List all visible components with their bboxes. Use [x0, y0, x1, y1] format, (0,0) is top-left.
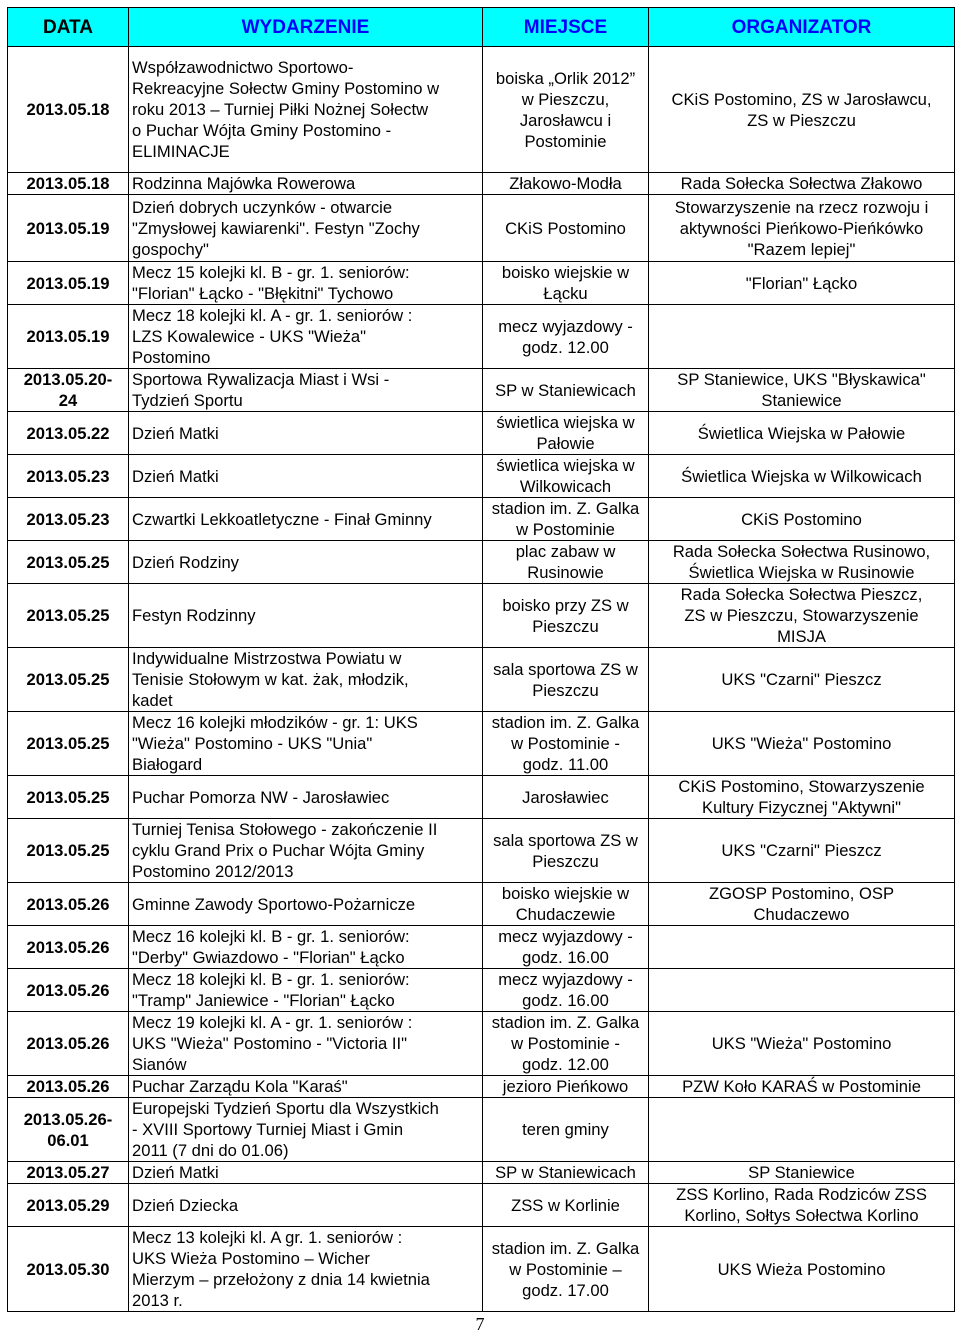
table-row: [8, 1012, 955, 1076]
cell-event: Puchar Zarządu Kola "Karaś": [129, 1076, 483, 1098]
cell-organizer: Rada Sołecka Sołectwa Pieszcz, ZS w Pieszczu, Stowarzyszenie MISJA: [649, 584, 955, 648]
cell-event: Turniej Tenisa Stołowego - zakończenie II cyklu Grand Prix o Puchar Wójta Gminy Postomino 2012/2013: [129, 819, 483, 883]
cell-organizer: SP Staniewice, UKS "Błyskawica" Staniewice: [649, 369, 955, 412]
cell-date: 2013.05.23: [8, 498, 129, 541]
cell-event: Dzień Matki: [129, 1162, 483, 1184]
cell-organizer: Rada Sołecka Sołectwa Złakowo: [649, 173, 955, 195]
cell-event: Mecz 13 kolejki kl. A gr. 1. seniorów : UKS Wieża Postomino – Wicher Mierzym – przełożony z dnia 14 kwietnia 2013 r.: [129, 1227, 483, 1312]
table-row: [8, 541, 955, 584]
cell-date: 2013.05.19: [8, 305, 129, 369]
cell-organizer: CKiS Postomino: [649, 498, 955, 541]
cell-place: boiska „Orlik 2012” w Pieszczu, Jarosławcu i Postominie: [483, 47, 649, 173]
cell-organizer: ZSS Korlino, Rada Rodziców ZSS Korlino, Sołtys Sołectwa Korlino: [649, 1184, 955, 1227]
cell-event: Dzień Dziecka: [129, 1184, 483, 1227]
cell-organizer: PZW Koło KARAŚ w Postominie: [649, 1076, 955, 1098]
header-organizer: ORGANIZATOR: [649, 8, 955, 47]
cell-date: 2013.05.29: [8, 1184, 129, 1227]
table-row: [8, 47, 955, 173]
table-row: [8, 369, 955, 412]
cell-organizer: Świetlica Wiejska w Wilkowicach: [649, 455, 955, 498]
cell-place: stadion im. Z. Galka w Postominie: [483, 498, 649, 541]
table-row: [8, 883, 955, 926]
cell-organizer: [649, 926, 955, 969]
cell-event: Puchar Pomorza NW - Jarosławiec: [129, 776, 483, 819]
header-place: MIEJSCE: [483, 8, 649, 47]
cell-place: mecz wyjazdowy - godz. 16.00: [483, 926, 649, 969]
cell-date: 2013.05.26: [8, 1076, 129, 1098]
cell-event: Mecz 15 kolejki kl. B - gr. 1. seniorów: "Florian" Łącko - "Błękitni" Tychowo: [129, 262, 483, 305]
cell-place: teren gminy: [483, 1098, 649, 1162]
cell-organizer: ZGOSP Postomino, OSP Chudaczewo: [649, 883, 955, 926]
cell-place: Złakowo-Modła: [483, 173, 649, 195]
cell-event: Dzień Matki: [129, 412, 483, 455]
cell-place: stadion im. Z. Galka w Postominie - godz. 11.00: [483, 712, 649, 776]
cell-place: sala sportowa ZS w Pieszczu: [483, 648, 649, 712]
cell-date: 2013.05.22: [8, 412, 129, 455]
cell-organizer: [649, 305, 955, 369]
cell-date: 2013.05.19: [8, 262, 129, 305]
cell-place: SP w Staniewicach: [483, 369, 649, 412]
header-row: [8, 8, 955, 47]
cell-event: Festyn Rodzinny: [129, 584, 483, 648]
cell-place: boisko wiejskie w Łącku: [483, 262, 649, 305]
cell-event: Rodzinna Majówka Rowerowa: [129, 173, 483, 195]
cell-organizer: [649, 1098, 955, 1162]
cell-date: 2013.05.25: [8, 776, 129, 819]
cell-date: 2013.05.26: [8, 1012, 129, 1076]
cell-organizer: SP Staniewice: [649, 1162, 955, 1184]
cell-date: 2013.05.26: [8, 883, 129, 926]
cell-date: 2013.05.26: [8, 969, 129, 1012]
cell-place: boisko przy ZS w Pieszczu: [483, 584, 649, 648]
cell-place: świetlica wiejska w Pałowie: [483, 412, 649, 455]
table-row: [8, 1227, 955, 1312]
table-header: [8, 8, 955, 47]
cell-date: 2013.05.25: [8, 648, 129, 712]
cell-organizer: Świetlica Wiejska w Pałowie: [649, 412, 955, 455]
cell-event: Mecz 16 kolejki kl. B - gr. 1. seniorów: "Derby" Gwiazdowo - "Florian" Łącko: [129, 926, 483, 969]
cell-date: 2013.05.26: [8, 926, 129, 969]
cell-organizer: UKS Wieża Postomino: [649, 1227, 955, 1312]
cell-date: 2013.05.18: [8, 47, 129, 173]
table-row: [8, 262, 955, 305]
cell-organizer: Stowarzyszenie na rzecz rozwoju i aktywności Pieńkowo-Pieńkówko "Razem lepiej": [649, 195, 955, 262]
table-body: [8, 47, 955, 1312]
table-row: [8, 584, 955, 648]
cell-place: plac zabaw w Rusinowie: [483, 541, 649, 584]
cell-event: Mecz 19 kolejki kl. A - gr. 1. seniorów : UKS "Wieża" Postomino - "Victoria II" Sianów: [129, 1012, 483, 1076]
cell-date: 2013.05.23: [8, 455, 129, 498]
table-row: [8, 712, 955, 776]
cell-date: 2013.05.26- 06.01: [8, 1098, 129, 1162]
cell-organizer: UKS "Czarni" Pieszcz: [649, 648, 955, 712]
table-row: [8, 305, 955, 369]
cell-place: SP w Staniewicach: [483, 1162, 649, 1184]
cell-event: Indywidualne Mistrzostwa Powiatu w Tenisie Stołowym w kat. żak, młodzik, kadet: [129, 648, 483, 712]
table-row: [8, 195, 955, 262]
cell-event: Mecz 18 kolejki kl. B - gr. 1. seniorów: "Tramp" Janiewice - "Florian" Łącko: [129, 969, 483, 1012]
cell-date: 2013.05.25: [8, 541, 129, 584]
cell-event: Czwartki Lekkoatletyczne - Finał Gminny: [129, 498, 483, 541]
cell-organizer: UKS "Wieża" Postomino: [649, 1012, 955, 1076]
cell-organizer: CKiS Postomino, Stowarzyszenie Kultury Fizycznej "Aktywni": [649, 776, 955, 819]
cell-event: Współzawodnictwo Sportowo- Rekreacyjne Sołectw Gminy Postomino w roku 2013 – Turniej Piłki Nożnej Sołectw o Puchar Wójta Gminy Postomino - ELIMINACJE: [129, 47, 483, 173]
cell-place: mecz wyjazdowy - godz. 16.00: [483, 969, 649, 1012]
cell-event: Europejski Tydzień Sportu dla Wszystkich - XVIII Sportowy Turniej Miast i Gmin 2011 (7 dni do 01.06): [129, 1098, 483, 1162]
cell-event: Mecz 16 kolejki młodzików - gr. 1: UKS "Wieża" Postomino - UKS "Unia" Białogard: [129, 712, 483, 776]
table-row: [8, 926, 955, 969]
cell-date: 2013.05.19: [8, 195, 129, 262]
cell-organizer: "Florian" Łącko: [649, 262, 955, 305]
table-row: [8, 173, 955, 195]
cell-event: Dzień dobrych uczynków - otwarcie "Zmysłowej kawiarenki". Festyn "Zochy gospochy": [129, 195, 483, 262]
table-row: [8, 412, 955, 455]
cell-date: 2013.05.25: [8, 584, 129, 648]
cell-event: Gminne Zawody Sportowo-Pożarnicze: [129, 883, 483, 926]
table-row: [8, 1098, 955, 1162]
cell-place: Jarosławiec: [483, 776, 649, 819]
cell-date: 2013.05.30: [8, 1227, 129, 1312]
header-date: DATA: [8, 8, 129, 47]
header-event: WYDARZENIE: [129, 8, 483, 47]
table-row: [8, 1076, 955, 1098]
cell-place: świetlica wiejska w Wilkowicach: [483, 455, 649, 498]
cell-event: Mecz 18 kolejki kl. A - gr. 1. seniorów : LZS Kowalewice - UKS "Wieża" Postomino: [129, 305, 483, 369]
cell-date: 2013.05.20- 24: [8, 369, 129, 412]
cell-place: stadion im. Z. Galka w Postominie - godz. 12.00: [483, 1012, 649, 1076]
table-row: [8, 776, 955, 819]
cell-event: Dzień Rodziny: [129, 541, 483, 584]
table-row: [8, 455, 955, 498]
cell-place: sala sportowa ZS w Pieszczu: [483, 819, 649, 883]
events-table: [7, 7, 955, 1312]
cell-organizer: [649, 969, 955, 1012]
cell-place: jezioro Pieńkowo: [483, 1076, 649, 1098]
page-number: 7: [475, 1314, 485, 1334]
cell-date: 2013.05.25: [8, 819, 129, 883]
table-row: [8, 1162, 955, 1184]
cell-organizer: CKiS Postomino, ZS w Jarosławcu, ZS w Pieszczu: [649, 47, 955, 173]
table-row: [8, 648, 955, 712]
table-row: [8, 498, 955, 541]
table-row: [8, 1184, 955, 1227]
cell-date: 2013.05.25: [8, 712, 129, 776]
cell-place: mecz wyjazdowy - godz. 12.00: [483, 305, 649, 369]
cell-place: boisko wiejskie w Chudaczewie: [483, 883, 649, 926]
cell-date: 2013.05.27: [8, 1162, 129, 1184]
cell-place: CKiS Postomino: [483, 195, 649, 262]
cell-place: stadion im. Z. Galka w Postominie – godz. 17.00: [483, 1227, 649, 1312]
cell-place: ZSS w Korlinie: [483, 1184, 649, 1227]
cell-organizer: UKS "Czarni" Pieszcz: [649, 819, 955, 883]
cell-event: Dzień Matki: [129, 455, 483, 498]
cell-event: Sportowa Rywalizacja Miast i Wsi - Tydzień Sportu: [129, 369, 483, 412]
table-row: [8, 819, 955, 883]
table-row: [8, 969, 955, 1012]
cell-organizer: UKS "Wieża" Postomino: [649, 712, 955, 776]
cell-date: 2013.05.18: [8, 173, 129, 195]
cell-organizer: Rada Sołecka Sołectwa Rusinowo, Świetlica Wiejska w Rusinowie: [649, 541, 955, 584]
